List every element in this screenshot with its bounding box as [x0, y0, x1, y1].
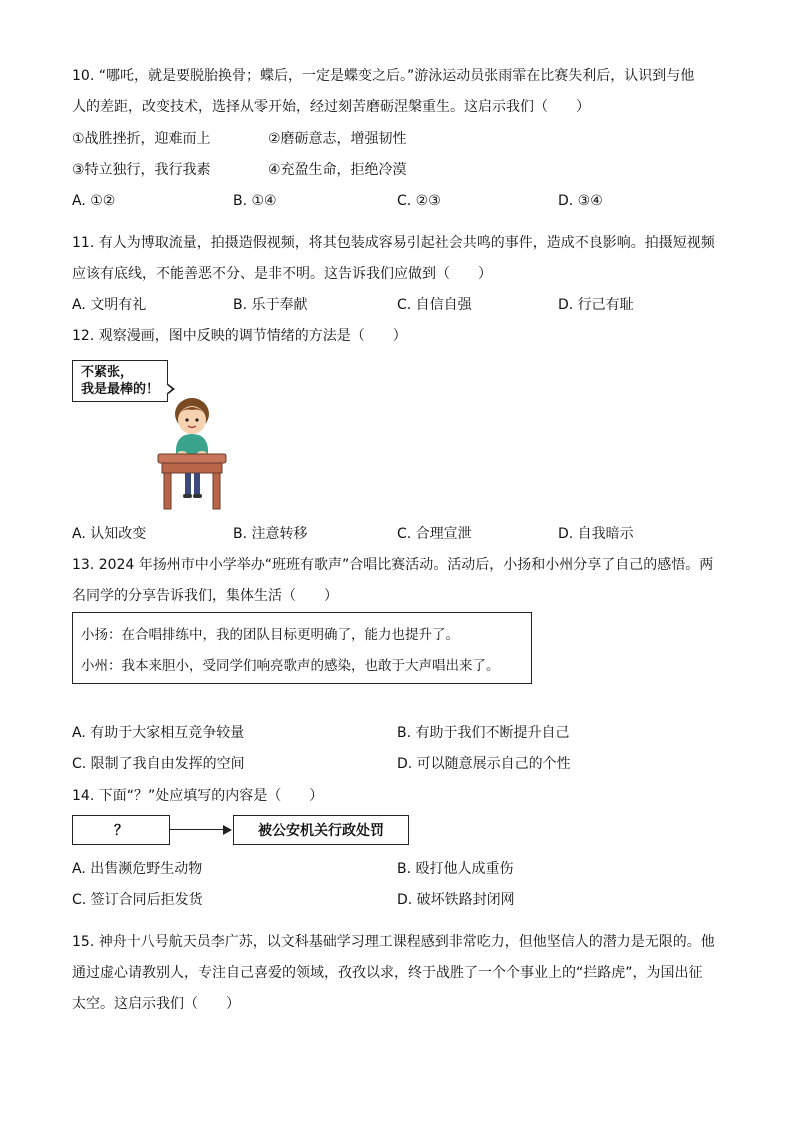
bubble-text-line1: 不紧张， [81, 365, 134, 380]
q14-stem: 14. 下面“？”处应填写的内容是（ ） [72, 788, 324, 804]
boy-shoe-right [193, 494, 202, 498]
boy-at-desk-illustration [152, 396, 232, 514]
bubble-text-line2: 我是最棒的！ [81, 382, 160, 397]
q13-option-c[interactable]: C. 限制了我自由发挥的空间 [72, 756, 245, 772]
q13-stem-line1: 13. 2024 年扬州市中小学举办“班班有歌声”合唱比赛活动。活动后，小扬和小州分享了自己的感悟。两 [72, 557, 714, 573]
q13-quote-xiaozhou: 小州：我本来胆小，受同学们响亮歌声的感染，也敢于大声唱出来了。 [81, 658, 500, 674]
q10-statement-4: ④充盈生命，拒绝冷漠 [268, 162, 407, 178]
q10-option-b[interactable]: B. ①④ [233, 193, 277, 209]
q12-option-c[interactable]: C. 合理宣泄 [397, 526, 472, 542]
q13-option-a[interactable]: A. 有助于大家相互竞争较量 [72, 725, 245, 741]
boy-leg-left [185, 473, 191, 495]
q14-unknown-box: ？ [72, 815, 170, 845]
q14-arrow-head [223, 825, 232, 835]
boy-eye-left [185, 418, 188, 421]
q14-option-c[interactable]: C. 签订合同后拒发货 [72, 892, 203, 908]
q10-option-a[interactable]: A. ①② [72, 193, 116, 209]
desk-front [162, 463, 222, 473]
q13-quote-xiaoyang: 小扬：在合唱排练中，我的团队目标更明确了，能力也提升了。 [81, 627, 459, 643]
q10-statement-2: ②磨砺意志，增强韧性 [268, 131, 407, 147]
q14-result-box: 被公安机关行政处罚 [233, 815, 409, 845]
desk-leg-left [164, 473, 171, 509]
desk-leg-right [213, 473, 220, 509]
q11-stem-line2: 应该有底线，不能善恶不分、是非不明。这告诉我们应做到（ ） [72, 266, 492, 282]
desk-top [158, 454, 226, 463]
boy-shoe-left [183, 494, 192, 498]
q10-statement-3: ③特立独行，我行我素 [72, 162, 211, 178]
q13-option-b[interactable]: B. 有助于我们不断提升自己 [397, 725, 570, 741]
q15-stem-line2: 通过虚心请教别人，专注自己喜爱的领域，孜孜以求，终于战胜了一个个事业上的“拦路虎”，为国出征 [72, 965, 703, 981]
q11-option-b[interactable]: B. 乐于奉献 [233, 297, 308, 313]
q11-option-a[interactable]: A. 文明有礼 [72, 297, 147, 313]
boy-eye-right [195, 418, 198, 421]
q11-option-c[interactable]: C. 自信自强 [397, 297, 472, 313]
q12-option-b[interactable]: B. 注意转移 [233, 526, 308, 542]
q13-quote-box [72, 612, 532, 684]
boy-face [178, 406, 206, 434]
q10-statement-1: ①战胜挫折，迎难而上 [72, 131, 211, 147]
q11-option-d[interactable]: D. 行己有耻 [558, 297, 634, 313]
q14-option-d[interactable]: D. 破坏铁路封闭网 [397, 892, 515, 908]
q10-stem-line2: 人的差距，改变技术，选择从零开始，经过刻苦磨砺涅槃重生。这启示我们（ ） [72, 99, 590, 115]
q12-stem: 12. 观察漫画，图中反映的调节情绪的方法是（ ） [72, 328, 407, 344]
q15-stem-line3: 太空。这启示我们（ ） [72, 996, 240, 1012]
q14-option-b[interactable]: B. 殴打他人成重伤 [397, 861, 514, 877]
q11-stem-line1: 11. 有人为博取流量，拍摄造假视频，将其包装成容易引起社会共鸣的事件，造成不良影响。拍摄短视频 [72, 235, 715, 251]
q14-arrow-line [170, 829, 224, 830]
q12-option-d[interactable]: D. 自我暗示 [558, 526, 634, 542]
q15-stem-line1: 15. 神舟十八号航天员李广苏，以文科基础学习理工课程感到非常吃力，但他坚信人的潜力是无限的。他 [72, 934, 715, 950]
q13-option-d[interactable]: D. 可以随意展示自己的个性 [397, 756, 571, 772]
q10-option-d[interactable]: D. ③④ [558, 193, 603, 209]
q13-stem-line2: 名同学的分享告诉我们，集体生活（ ） [72, 588, 338, 604]
bubble-tail-fill [166, 384, 172, 394]
q10-option-c[interactable]: C. ②③ [397, 193, 441, 209]
q14-option-a[interactable]: A. 出售濒危野生动物 [72, 861, 203, 877]
boy-leg-right [194, 473, 200, 495]
q10-stem-line1: 10. “哪吒，就是要脱胎换骨；蝶后，一定是蝶变之后。”游泳运动员张雨霏在比赛失利后，认识到与他 [72, 68, 695, 84]
q12-option-a[interactable]: A. 认知改变 [72, 526, 147, 542]
